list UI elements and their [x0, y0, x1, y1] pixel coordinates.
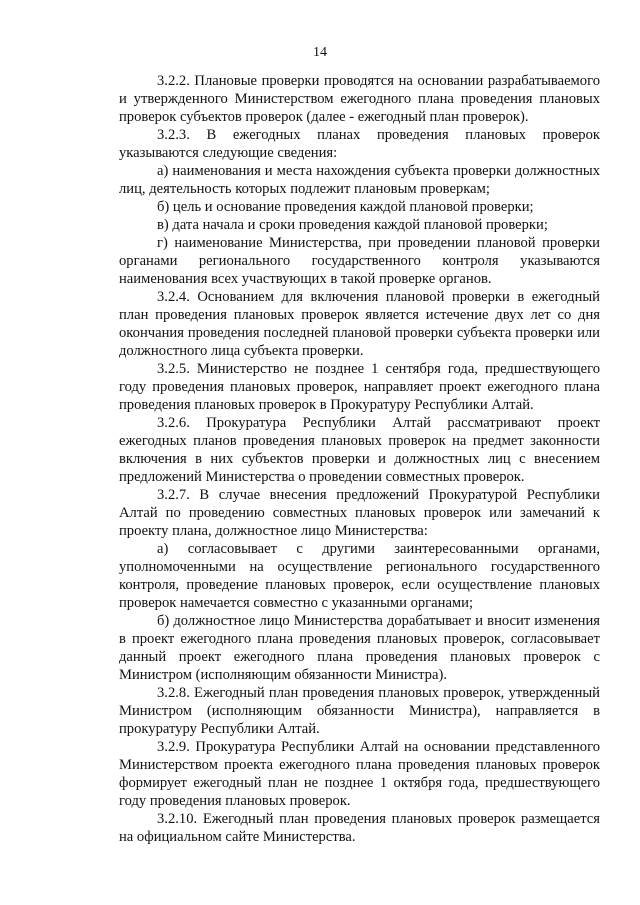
paragraph-3-2-5: 3.2.5. Министерство не позднее 1 сентября года, предшествующего году проведения плановых проверок, направляет проект ежегодного плана проведения плановых проверок в Прокуратуру Республики Алтай.	[119, 361, 600, 413]
list-item-b: б) цель и основание проведения каждой плановой проверки;	[157, 199, 534, 215]
list-item-a-2: а) согласовывает с другими заинтересованными органами, уполномоченными на осуществление регионального государственного контроля, проведение плановых проверок, если осуществление плановых проверок намечается совместно с указанными органами;	[119, 541, 600, 611]
paragraph-3-2-2: 3.2.2. Плановые проверки проводятся на основании разрабатываемого и утвержденного Министерством ежегодного плана проведения плановых проверок субъектов проверок (далее - ежегодный план проверок).	[119, 73, 600, 125]
list-item-b-2: б) должностное лицо Министерства дорабатывает и вносит изменения в проект ежегодного плана проведения плановых проверок, согласовывает данный проект ежегодного плана проведения плановых проверок с Министром (исполняющим обязанности Министра).	[119, 613, 600, 683]
paragraph-3-2-8: 3.2.8. Ежегодный план проведения плановых проверок, утвержденный Министром (исполняющим обязанности Министра), направляется в прокуратуру Республики Алтай.	[119, 685, 600, 737]
paragraph-3-2-10: 3.2.10. Ежегодный план проведения плановых проверок размещается на официальном сайте Министерства.	[119, 811, 600, 845]
list-item-v: в) дата начала и сроки проведения каждой плановой проверки;	[157, 217, 548, 233]
paragraph-3-2-9: 3.2.9. Прокуратура Республики Алтай на основании представленного Министерством проекта ежегодного плана проведения плановых проверок формирует ежегодный план не позднее 1 октября года, предшествующего году проведения плановых проверок.	[119, 739, 600, 809]
page-number: 14	[313, 45, 327, 60]
list-item-a: а) наименования и места нахождения субъекта проверки должностных лиц, деятельность которых подлежит плановым проверкам;	[119, 163, 600, 197]
paragraph-3-2-3: 3.2.3. В ежегодных планах проведения плановых проверок указываются следующие сведения:	[119, 127, 600, 161]
paragraph-3-2-7: 3.2.7. В случае внесения предложений Прокуратурой Республики Алтай по проведению совместных плановых проверок или замечаний к проекту плана, должностное лицо Министерства:	[119, 487, 600, 539]
list-item-g: г) наименование Министерства, при проведении плановой проверки органами регионального государственного контроля указываются наименования всех участвующих в такой проверке органов.	[119, 235, 600, 287]
paragraph-3-2-4: 3.2.4. Основанием для включения плановой проверки в ежегодный план проведения плановых проверок является истечение двух лет со дня окончания проведения последней плановой проверки субъекта проверки или должностного лица субъекта проверки.	[119, 289, 600, 359]
paragraph-3-2-6: 3.2.6. Прокуратура Республики Алтай рассматривают проект ежегодных планов проведения плановых проверок на предмет законности включения в них субъектов проверки и должностных лиц с внесением предложений Министерства о проведении совместных проверок.	[119, 415, 600, 485]
document-body	[119, 72, 600, 846]
